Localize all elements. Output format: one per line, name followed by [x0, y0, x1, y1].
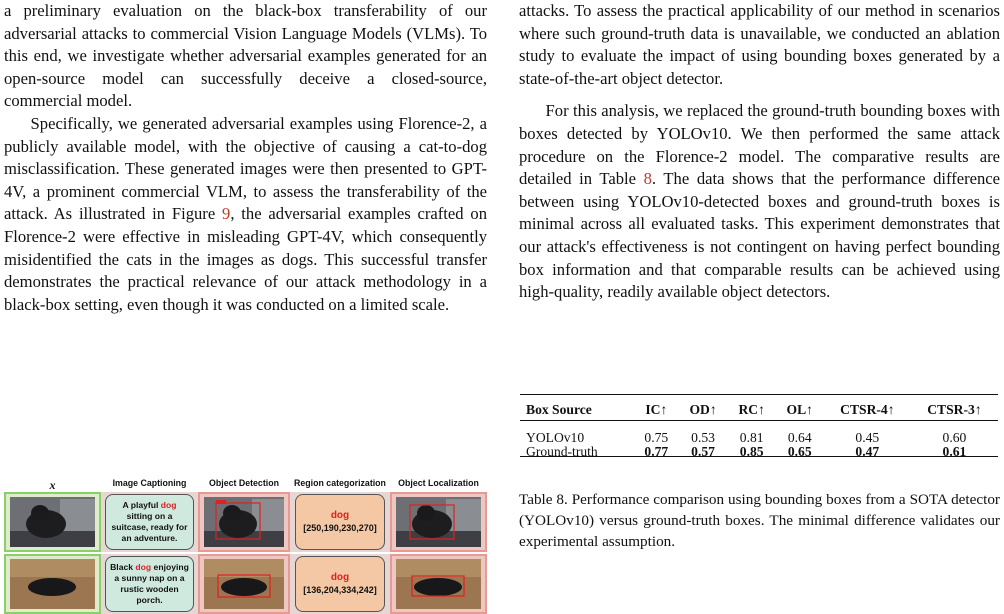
table-header-row [520, 396, 998, 422]
table-cell: 0.60 [942, 430, 967, 445]
table-cell: 0.57 [691, 444, 715, 459]
right-paragraph-2-part-a: For this analysis, we replaced the ground-truth bounding boxes with boxes detected by YOLOv10. We then performed the same attack procedure on the Florence-2 model. The comparative results are detailed in Table [519, 101, 1000, 189]
caption-box-1 [105, 494, 194, 550]
cat-photo-localization-1 [396, 497, 481, 547]
caption-panel-1 [101, 492, 198, 552]
localization-image-1 [390, 492, 487, 552]
cat-photo-detection-1 [204, 497, 284, 547]
table-cell: 0.64 [787, 430, 812, 445]
table-caption: Table 8. Performance comparison using bounding boxes from a SOTA detector (YOLOv10) versus ground-truth boxes. The minimal difference validates our experimental assumption. [519, 491, 1000, 550]
table-cell: 0.61 [942, 444, 967, 459]
table-cell: 0.77 [644, 444, 669, 459]
caption-highlight-1: dog [160, 500, 177, 510]
table-row [520, 422, 998, 445]
left-paragraph-2-part-a: Specifically, we generated adversarial examples using Florence-2, a publicly available model, with the objective of causing a cat-to-dog misclassification. These generated images were then presented to GPT-4V, a prominent commercial VLM, to assess the transferability of the attack. As illustrated in Figure [4, 113, 487, 224]
region-coords-1: [250,190,230,270] [303, 523, 377, 533]
caption-text-1b: sitting on a suitcase, ready for an adventure. [111, 511, 188, 543]
region-coords-2: [136,204,334,242] [303, 585, 377, 595]
table-cell: 0.53 [691, 430, 715, 445]
right-paragraph-2-part-b: . The data shows that the performance difference between using YOLOv10-detected boxes and ground-truth boxes is minimal across all evaluated tasks. This experiment demonstrates that our attack's effectiveness is not contingent on having perfect bounding box information and that comparable results can be achieved using high-quality, readily available object detectors. [519, 169, 1001, 302]
right-paragraph-2 [519, 100, 1000, 303]
caption-text-2a: Black [110, 562, 136, 572]
cat-photo-localization-2 [396, 559, 481, 609]
caption-box-2 [105, 556, 194, 612]
caption-text-1a: A playful [122, 500, 161, 510]
original-image-1 [4, 492, 101, 552]
results-table [520, 396, 998, 459]
table-cell: 0.47 [855, 444, 880, 459]
figure-9 [4, 478, 487, 605]
caption-text-2b: enjoying a sunny nap on a rustic wooden porch. [114, 562, 189, 605]
table-cell: YOLOv10 [526, 430, 585, 445]
region-box-2 [295, 556, 385, 612]
table-row [520, 445, 998, 459]
cat-photo-2 [10, 559, 95, 609]
left-paragraph-2-part-b: , the adversarial examples crafted on Florence-2 were effective in misleading GPT-4V, which consequently misidentified the cats in the images as dogs. This successful transfer demonstrates the practical relevance of our attack methodology in a black-box setting, even though it was conducted on a limited scale. [4, 204, 487, 314]
figure-ref-link[interactable]: 9 [222, 204, 231, 224]
table-cell: 0.45 [855, 430, 880, 445]
table-cell: 0.81 [739, 430, 764, 445]
figure-header-detection: Object Detection [209, 478, 279, 488]
table-cell: 0.65 [787, 444, 812, 459]
cat-photo-1 [10, 497, 95, 547]
figure-header-x: x [49, 478, 56, 492]
region-panel-1 [290, 492, 390, 552]
caption-panel-2 [101, 554, 198, 614]
region-label-1: dog [330, 510, 350, 521]
right-column [519, 0, 1000, 304]
table-cell: Ground-truth [526, 444, 598, 459]
region-box-1 [295, 494, 385, 550]
cat-photo-detection-2 [204, 559, 284, 609]
figure-row-2 [4, 554, 487, 614]
region-panel-2 [290, 554, 390, 614]
figure-header-localization: Object Localization [398, 478, 479, 488]
detection-image-1 [198, 492, 290, 552]
table-ref-link[interactable]: 8 [643, 169, 652, 189]
table-cell: 0.75 [644, 430, 669, 445]
left-paragraph-1: a preliminary evaluation on the black-box transferability of our adversarial attacks to commercial Vision Language Models (VLMs). To this end, we investigate whether adversarial examples generated for an open-source model can successfully deceive a closed-source, commercial model. [4, 1, 487, 111]
table-header-cell: CTSR-4↑ [840, 402, 895, 417]
table-header-cell: OD↑ [689, 402, 717, 417]
right-paragraph-1: attacks. To assess the practical applicability of our method in scenarios where such ground-truth data is unavailable, we conducted an ablation study to evaluate the impact of using bounding boxes generated by a state-of-the-art object detector. [519, 1, 1000, 88]
left-paragraph-2 [4, 113, 487, 316]
region-label-2: dog [330, 572, 350, 583]
left-column [4, 0, 487, 316]
figure-row-1 [4, 492, 487, 552]
table-cell: 0.85 [739, 444, 764, 459]
detection-image-2 [198, 554, 290, 614]
caption-highlight-2: dog [135, 562, 152, 572]
table-rule-top [520, 394, 998, 395]
figure-header-region: Region categorization [294, 478, 386, 488]
table-header-cell: CTSR-3↑ [927, 402, 982, 417]
figure-header-captioning: Image Captioning [112, 478, 187, 488]
localization-image-2 [390, 554, 487, 614]
table-header-cell: OL↑ [786, 402, 813, 417]
original-image-2 [4, 554, 101, 614]
table-header-cell: Box Source [526, 402, 592, 417]
table-header-cell: IC↑ [645, 402, 668, 417]
table-header-cell: RC↑ [738, 402, 765, 417]
